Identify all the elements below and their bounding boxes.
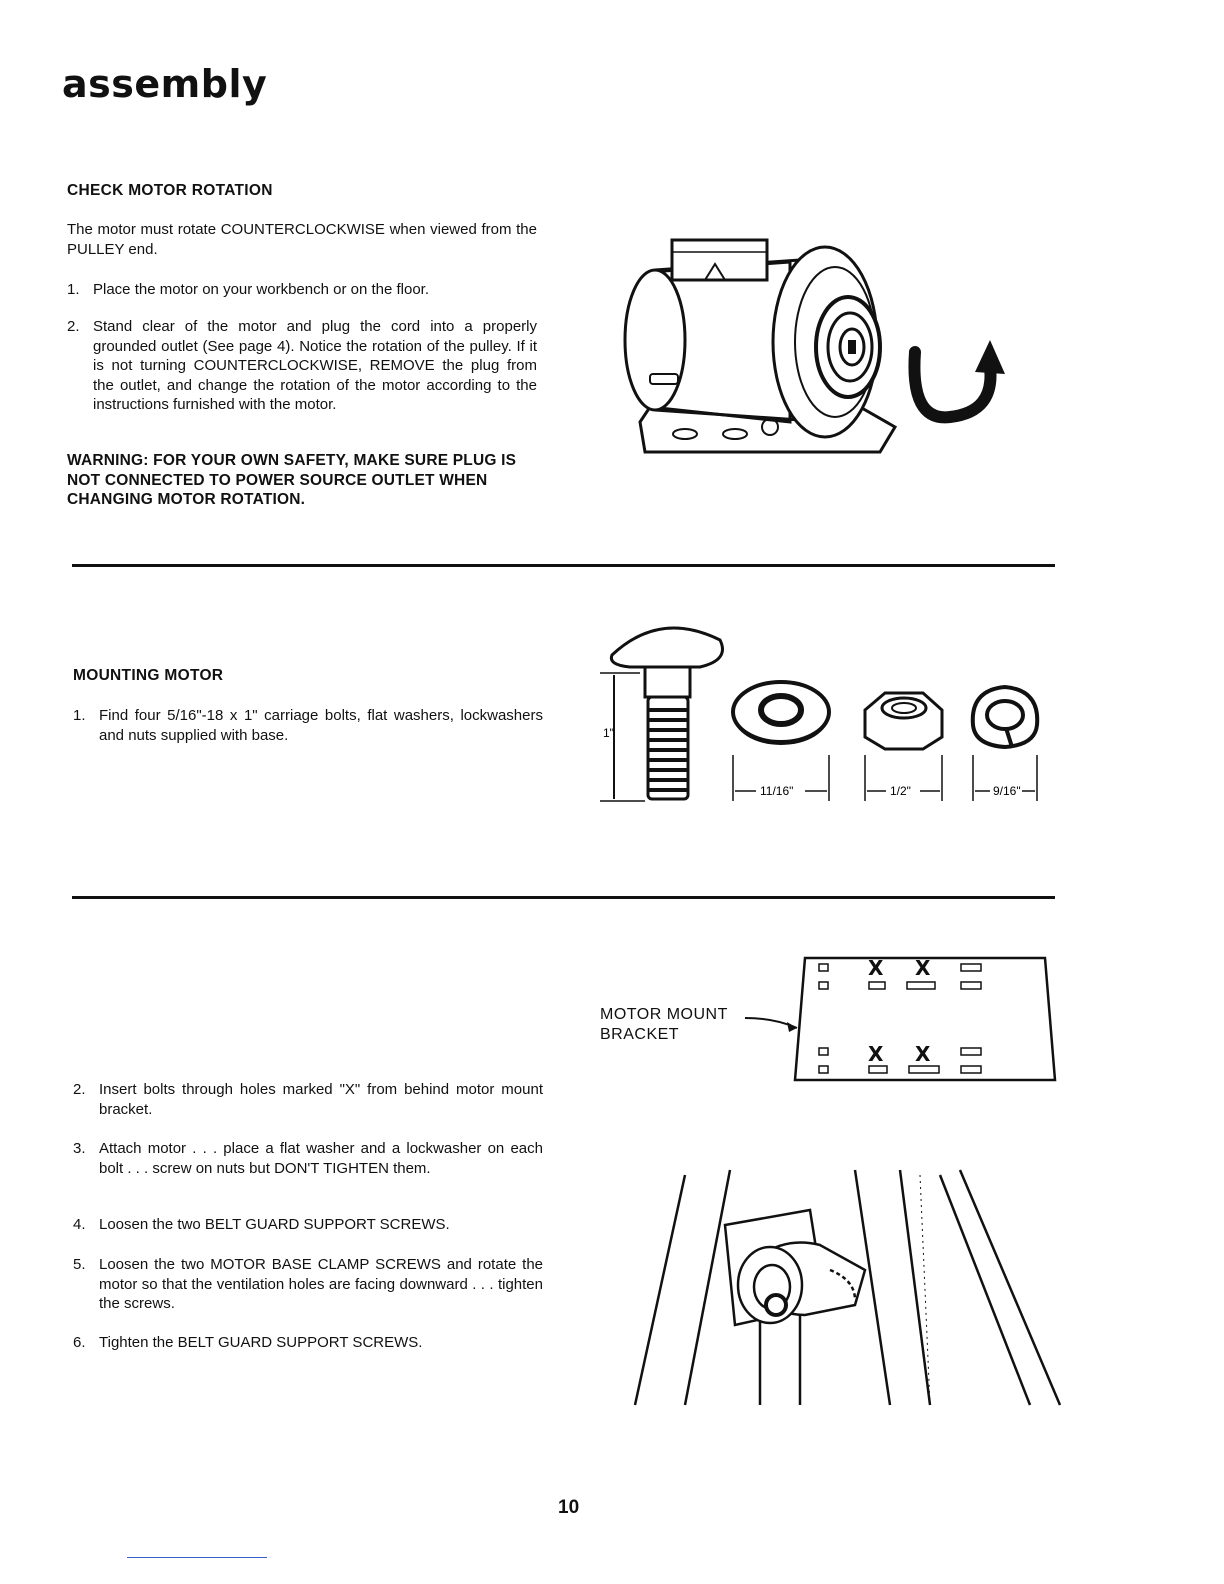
list-item — [73, 1139, 543, 1178]
list-item-number: 4. — [73, 1216, 86, 1233]
lockwasher-dim-label: 9/16" — [993, 784, 1021, 798]
bolt-length-label: 1" — [603, 726, 614, 740]
list-item — [73, 1333, 543, 1353]
list-item-text: Stand clear of the motor and plug the cord into a properly grounded outlet (See page 4). Notice the rotation of the pulley. If it is not turning COUNTERCLOCKWISE, REMOVE the plug from the outlet, and change the rotation of the motor according to the instructions furnished with the motor. — [93, 318, 537, 413]
flat-washer-dim-label: 11/16" — [760, 784, 794, 798]
safety-warning: WARNING: FOR YOUR OWN SAFETY, MAKE SURE PLUG IS NOT CONNECTED TO POWER SOURCE OUTLET WHEN CHANGING MOTOR ROTATION. — [67, 452, 517, 508]
x-mark: X — [915, 956, 931, 980]
motor-rotation-illustration — [610, 222, 1010, 467]
bracket-label-line2: BRACKET — [600, 1026, 680, 1043]
section-heading-check-motor-rotation: CHECK MOTOR ROTATION — [67, 182, 273, 199]
list-item-text: Insert bolts through holes marked "X" from behind motor mount bracket. — [99, 1081, 543, 1118]
list-item-number: 1. — [67, 281, 80, 298]
rotation-intro-text: The motor must rotate COUNTERCLOCKWISE when viewed from the PULLEY end. — [67, 221, 537, 258]
section-heading-mounting-motor: MOUNTING MOTOR — [73, 667, 224, 684]
counterclockwise-arrow-icon — [914, 340, 1005, 417]
x-mark: X — [868, 956, 884, 980]
list-item-text: Tighten the BELT GUARD SUPPORT SCREWS. — [99, 1334, 423, 1351]
list-item-text: Attach motor . . . place a flat washer and a lockwasher on each bolt . . . screw on nuts but DON'T TIGHTEN them. — [99, 1140, 543, 1177]
list-item — [73, 1255, 543, 1314]
hardware-illustration — [590, 615, 1060, 810]
list-item — [73, 1080, 543, 1119]
list-item-text: Find four 5/16"-18 x 1" carriage bolts, flat washers, lockwashers and nuts supplied with base. — [99, 707, 543, 744]
section-divider — [72, 564, 1055, 567]
list-item-text: Loosen the two MOTOR BASE CLAMP SCREWS and rotate the motor so that the ventilation holes are facing downward . . . tighten the screws. — [99, 1256, 543, 1312]
list-item-text: Place the motor on your workbench or on the floor. — [93, 281, 430, 298]
list-item-number: 3. — [73, 1140, 86, 1157]
footer-rule — [127, 1557, 267, 1558]
list-item-number: 6. — [73, 1334, 86, 1351]
nut-dim-label: 1/2" — [890, 784, 911, 798]
list-item-number: 2. — [67, 318, 80, 335]
list-item-number: 1. — [73, 707, 86, 724]
page-title: assembly — [62, 62, 268, 106]
list-item-number: 2. — [73, 1081, 86, 1098]
motor-mount-bracket-diagram — [735, 950, 1060, 1085]
section-divider — [72, 896, 1055, 899]
bracket-label-line1: MOTOR MOUNT — [600, 1006, 728, 1023]
list-item — [67, 317, 537, 415]
x-mark: X — [915, 1042, 931, 1066]
carriage-bolt-icon — [600, 628, 723, 801]
page-number: 10 — [558, 1497, 580, 1518]
x-mark: X — [868, 1042, 884, 1066]
list-item-number: 5. — [73, 1256, 86, 1273]
motor-on-stand-illustration — [630, 1165, 1065, 1410]
list-item — [67, 280, 537, 300]
list-item — [73, 1215, 543, 1235]
list-item-text: Loosen the two BELT GUARD SUPPORT SCREWS. — [99, 1216, 450, 1233]
motor-icon — [610, 222, 1010, 467]
list-item — [73, 706, 543, 745]
